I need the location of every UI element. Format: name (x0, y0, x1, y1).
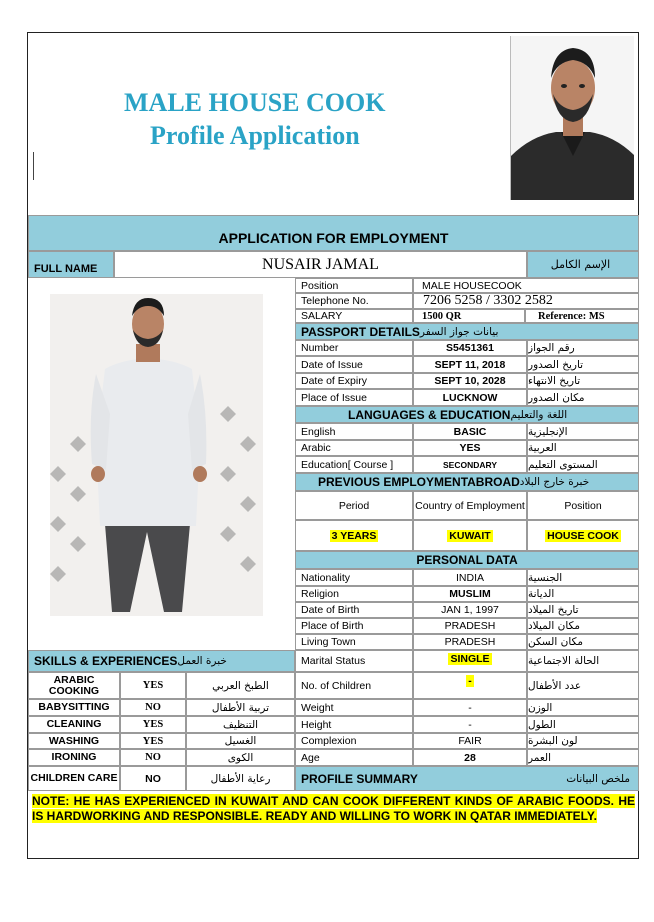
salary-label: SALARY (295, 309, 413, 323)
full-name-ar: الإسم الكامل (550, 258, 611, 271)
language-row-value: BASIC (413, 423, 527, 440)
personal-row-value: - (413, 699, 527, 716)
skill-row-label: BABYSITTING (28, 699, 120, 716)
skill-row-label: IRONING (28, 749, 120, 766)
skill-row-value: YES (120, 716, 186, 733)
passport-header-text: PASSPORT DETAILS (301, 324, 420, 339)
personal-row-label: Religion (295, 586, 413, 602)
personal-row-value (413, 672, 527, 699)
personal-row-ar: الديانة (527, 586, 639, 602)
skill-row-ar: الكوى (186, 749, 295, 766)
skill-row-label: CLEANING (28, 716, 120, 733)
previous-period-cell (295, 520, 413, 551)
profile-summary-header-text: PROFILE SUMMARY (301, 771, 418, 786)
skills-header-ar: خبرة العمل (177, 655, 227, 667)
title-line1: MALE HOUSE COOK (124, 88, 386, 117)
passport-row-ar: رقم الجواز (527, 340, 639, 356)
skills-header (28, 650, 295, 672)
skill-row-ar: تربية الأطفال (186, 699, 295, 716)
personal-row-label: Complexion (295, 733, 413, 749)
personal-row-ar: لون البشرة (527, 733, 639, 749)
headshot-photo (510, 36, 634, 200)
personal-row-value: MUSLIM (413, 586, 527, 602)
passport-row-value: LUCKNOW (413, 389, 527, 406)
personal-row-ar: الطول (527, 716, 639, 733)
skill-row-label: WASHING (28, 733, 120, 749)
personal-row-label: Marital Status (295, 650, 413, 672)
language-row-value: YES (413, 440, 527, 456)
skill-row-ar: التنظيف (186, 716, 295, 733)
skill-row-ar: الطبخ العربي (186, 672, 295, 699)
passport-row-label: Place of Issue (295, 389, 413, 406)
skill-row-value: NO (120, 699, 186, 716)
previous-employment-header (295, 473, 639, 491)
personal-row-value: PRADESH (413, 618, 527, 634)
personal-row-ar: العمر (527, 749, 639, 766)
col-country-header (413, 491, 527, 520)
telephone-value: 7206 5258 / 3302 2582 (413, 293, 639, 309)
full-name-ar-cell (527, 251, 639, 278)
personal-row-value: - (413, 716, 527, 733)
passport-header-ar: بيانات جواز السفر (419, 325, 499, 338)
personal-row-label: Date of Birth (295, 602, 413, 618)
personal-row-label: Height (295, 716, 413, 733)
personal-row-value: JAN 1, 1997 (413, 602, 527, 618)
skills-header-text: SKILLS & EXPERIENCES (34, 654, 178, 668)
personal-row-value: 28 (413, 749, 527, 766)
col-period-header (295, 491, 413, 520)
position-value: MALE HOUSECOOK (413, 278, 639, 293)
personal-row-ar: مكان الميلاد (527, 618, 639, 634)
passport-row-ar: تاريخ الانتهاء (527, 373, 639, 389)
personal-row-ar: الجنسية (527, 569, 639, 586)
telephone-label: Telephone No. (295, 293, 413, 309)
profile-note (32, 794, 635, 823)
skill-row-value: YES (120, 672, 186, 699)
personal-row-label: Age (295, 749, 413, 766)
passport-header (295, 323, 639, 340)
previous-position: HOUSE COOK (547, 529, 619, 542)
personal-row-value: PRADESH (413, 634, 527, 650)
personal-row-ar: عدد الأطفال (527, 672, 639, 699)
full-body-photo (50, 294, 263, 616)
passport-row-value: SEPT 10, 2028 (413, 373, 527, 389)
skill-row-value: NO (120, 749, 186, 766)
full-name-value: NUSAIR JAMAL (262, 255, 379, 273)
languages-header (295, 406, 639, 423)
personal-row-label: Living Town (295, 634, 413, 650)
passport-row-label: Date of Issue (295, 356, 413, 373)
languages-header-text: LANGUAGES & EDUCATION (348, 407, 511, 422)
personal-row-value-text: SINGLE (450, 653, 490, 665)
personal-row-label: Weight (295, 699, 413, 716)
passport-row-value: S5451361 (413, 340, 527, 356)
skill-row-label: ARABIC COOKING (28, 672, 120, 699)
text-cursor-mark (33, 152, 34, 180)
passport-row-value: SEPT 11, 2018 (413, 356, 527, 373)
language-row-ar: الإنجليزية (527, 423, 639, 440)
previous-employment-header-ar: خبرة خارج البلاد (519, 476, 590, 488)
passport-row-ar: مكان الصدور (527, 389, 639, 406)
full-name-label-cell (28, 251, 114, 278)
language-row-ar: المستوى التعليم (527, 456, 639, 473)
language-row-value: SECONDARY (413, 456, 527, 473)
reference-value: Reference: MS (525, 309, 639, 323)
employment-banner (28, 215, 639, 251)
personal-row-label: No. of Children (295, 672, 413, 699)
personal-row-value: FAIR (413, 733, 527, 749)
language-row-label: English (295, 423, 413, 440)
personal-row-ar: الحالة الاجتماعية (527, 650, 639, 672)
personal-row-ar: مكان السكن (527, 634, 639, 650)
personal-row-value: INDIA (413, 569, 527, 586)
col-period-text: Period (338, 499, 370, 512)
personal-row-ar: تاريخ الميلاد (527, 602, 639, 618)
personal-row-value-text: - (468, 675, 472, 687)
passport-row-ar: تاريخ الصدور (527, 356, 639, 373)
previous-employment-header-text: PREVIOUS EMPLOYMENTABROAD (318, 475, 520, 489)
languages-header-ar: اللغة والتعليم (510, 408, 568, 421)
previous-period: 3 YEARS (331, 529, 377, 542)
previous-position-cell (527, 520, 639, 551)
previous-country: KUWAIT (449, 529, 491, 542)
personal-row-ar: الوزن (527, 699, 639, 716)
col-position-text: Position (564, 499, 602, 512)
language-row-label: Arabic (295, 440, 413, 456)
language-row-label: Education[ Course ] (295, 456, 413, 473)
personal-data-header-text: PERSONAL DATA (416, 553, 518, 567)
salary-value: 1500 QR (413, 309, 525, 323)
passport-row-label: Number (295, 340, 413, 356)
personal-row-value (413, 650, 527, 672)
employment-banner-text: APPLICATION FOR EMPLOYMENT (218, 230, 449, 246)
profile-summary-header-ar: ملخص البيانات (566, 772, 630, 785)
personal-row-label: Nationality (295, 569, 413, 586)
skill-row-value: NO (120, 766, 186, 791)
title-line2: Profile Application (150, 121, 360, 150)
profile-summary-header (295, 766, 639, 791)
previous-country-cell (413, 520, 527, 551)
col-country-text: Country of Employment (415, 499, 525, 512)
skill-row-label: CHILDREN CARE (28, 766, 120, 791)
skill-row-ar: رعاية الأطفال (186, 766, 295, 791)
language-row-ar: العربية (527, 440, 639, 456)
personal-data-header (295, 551, 639, 569)
full-name-label: FULL NAME (34, 263, 98, 275)
passport-row-label: Date of Expiry (295, 373, 413, 389)
skill-row-ar: الغسيل (186, 733, 295, 749)
skill-row-value: YES (120, 733, 186, 749)
position-label: Position (295, 278, 413, 293)
profile-note-text: NOTE: HE HAS EXPERIENCED IN KUWAIT AND CAN COOK DIFFERENT KINDS OF ARABIC FOODS. HE IS HARDWORKING AND RESPONSIBLE. READY AND WILLING TO WORK IN QATAR IMMEDIATELY. (32, 794, 635, 823)
full-name-value-cell (114, 251, 527, 278)
col-position-header (527, 491, 639, 520)
personal-row-label: Place of Birth (295, 618, 413, 634)
